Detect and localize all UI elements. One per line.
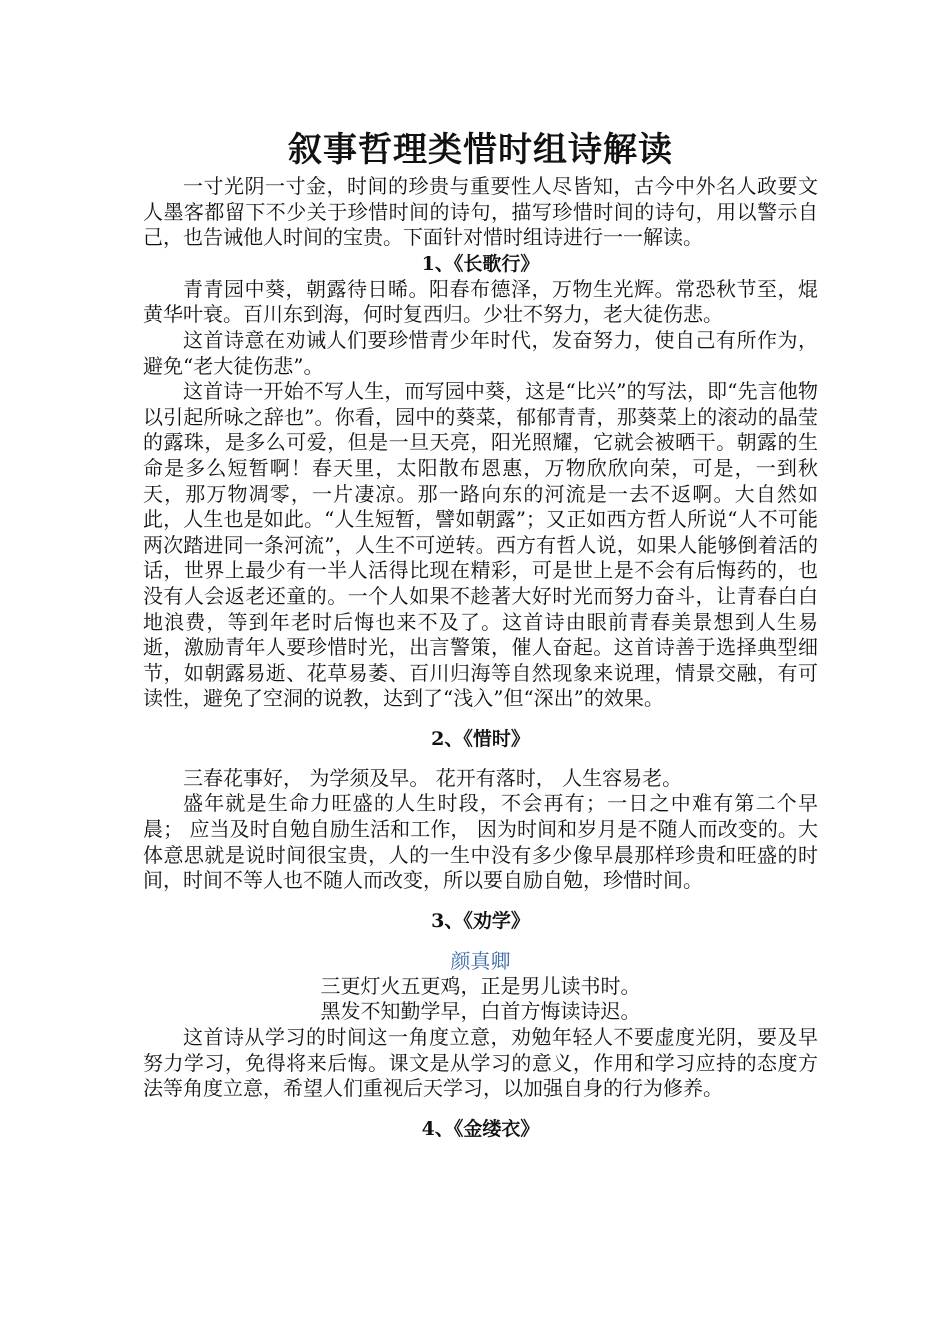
section-1-paragraph-2: 这首诗一开始不写人生，而写园中葵，这是“比兴”的写法，即“先言他物以引起所咏之辞也”。你看，园中的葵菜，郁郁青青，那葵菜上的滚动的晶莹的露珠，是多么可爱，但是一旦天亮，阳光照耀，它就会被晒干。朝露的生命是多么短暂啊！春天里，太阳散布恩惠，万物欣欣向荣，可是，一到秋天，那万物凋零，一片凄凉。那一路向东的河流是一去不返啊。大自然如此，人生也是如此。“人生短暂，譬如朝露”；又正如西方哲人所说“人不可能两次踏进同一条河流”，人生不可逆转。西方有哲人说，如果人能够倒着活的话，世界上最少有一半人活得比现在精彩，可是世上是不会有后悔药的，也没有人会返老还童的。一个人如果不趁著大好时光而努力奋斗，让青春白白地浪费，等到年老时后悔也来不及了。这首诗由眼前青春美景想到人生易逝，激励青年人要珍惜时光，出言警策，催人奋起。这首诗善于选择典型细节，如朝露易逝、花草易萎、百川归海等自然现象来说理，情景交融，有可读性，避免了空洞的说教，达到了“浅入”但“深出”的效果。	[143, 379, 818, 711]
document-title: 叙事哲理类惜时组诗解读	[288, 130, 673, 170]
section-heading-2: 2、《惜时》	[431, 727, 530, 750]
section-2-poem: 三春花事好， 为学须及早。 花开有落时， 人生容易老。	[183, 765, 683, 790]
intro-paragraph: 一寸光阴一寸金，时间的珍贵与重要性人尽皆知，古今中外名人政要文人墨客都留下不少关于珍惜时间的诗句，描写珍惜时间的诗句，用以警示自己，也告诫他人时间的宝贵。下面针对惜时组诗进行一一解读。	[143, 174, 818, 250]
section-2-paragraph-1: 盛年就是生命力旺盛的人生时段，不会再有；一日之中难有第二个早晨； 应当及时自勉自励生活和工作， 因为时间和岁月是不随人而改变的。大体意思就是说时间很宝贵，人的一生中没有多少像早晨那样珍贵和旺盛的时间，时间不等人也不随人而改变，所以要自励自勉，珍惜时间。	[143, 791, 818, 893]
poem-author: 颜真卿	[450, 948, 511, 973]
section-1-poem: 青青园中葵，朝露待日晞。阳春布德泽，万物生光辉。常恐秋节至，焜黄华叶衰。百川东到海，何时复西归。少壮不努力，老大徒伤悲。	[143, 276, 818, 327]
poem-line-2: 黑发不知勤学早，白首方悔读诗迟。	[320, 999, 641, 1024]
document-body	[143, 126, 818, 1156]
section-heading-1: 1、《长歌行》	[421, 252, 540, 275]
section-heading-3: 3、《劝学》	[431, 909, 530, 932]
poem-line-1: 三更灯火五更鸡，正是男儿读书时。	[320, 973, 641, 998]
section-heading-4: 4、《金缕衣》	[421, 1117, 540, 1140]
section-1-paragraph-1: 这首诗意在劝诫人们要珍惜青少年时代，发奋努力，使自己有所作为，避免“老大徒伤悲”。	[143, 327, 818, 378]
section-3-paragraph-1: 这首诗从学习的时间这一角度立意，劝勉年轻人不要虚度光阴，要及早努力学习，免得将来后悔。课文是从学习的意义，作用和学习应持的态度方法等角度立意，希望人们重视后天学习，以加强自身的行为修养。	[143, 1025, 818, 1101]
